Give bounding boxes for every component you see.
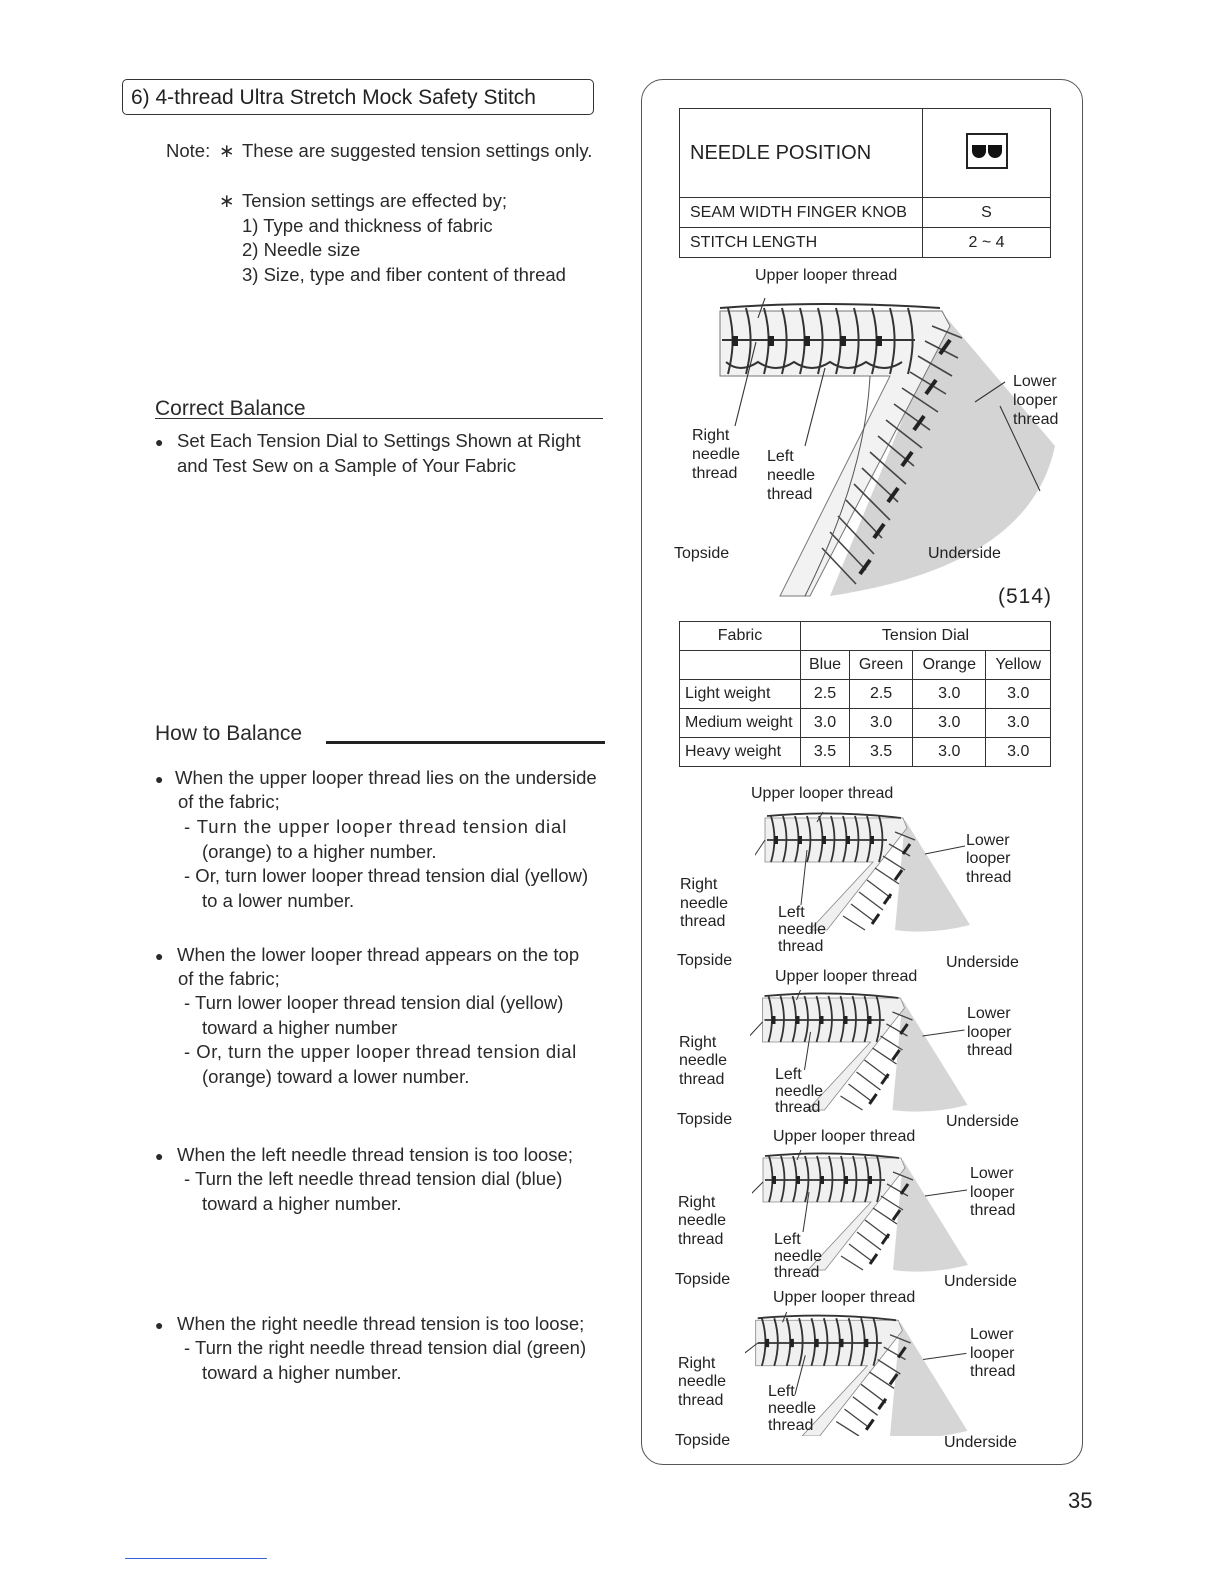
- table-cell: 3.5: [850, 738, 913, 767]
- column-green: Green: [850, 651, 913, 680]
- row-label: Heavy weight: [680, 738, 801, 767]
- right-needle-label-3: thread: [680, 913, 726, 930]
- underside-label: Underside: [946, 1113, 1019, 1130]
- topside-label: Topside: [677, 952, 733, 969]
- right-needle-label-1: Right: [679, 1034, 717, 1051]
- right-needle-label-2: needle: [678, 1212, 727, 1229]
- note-star-1: ∗: [219, 140, 235, 161]
- column-orange: Orange: [913, 651, 986, 680]
- column-yellow: Yellow: [986, 651, 1051, 680]
- upper-looper-label: Upper looper thread: [775, 968, 918, 985]
- note-item-3: 3) Size, type and fiber content of thread: [242, 264, 566, 285]
- left-needle-label-1: Left: [768, 1383, 795, 1400]
- underside-label: Underside: [946, 954, 1019, 971]
- right-needle-label-3: thread: [678, 1392, 724, 1409]
- lower-looper-label-2: looper: [1013, 392, 1058, 409]
- stitch-diagram-main: [700, 296, 1080, 601]
- table-cell: 3.0: [913, 709, 986, 738]
- table-cell: 3.0: [850, 709, 913, 738]
- lower-looper-label-2: looper: [970, 1345, 1015, 1362]
- needle-position-icon: [923, 109, 1051, 198]
- tension-table: [679, 621, 1051, 767]
- lower-looper-label-1: Lower: [970, 1165, 1014, 1182]
- lower-looper-label-1: Lower: [967, 1005, 1011, 1022]
- column-blue: Blue: [801, 651, 850, 680]
- b1-line-1: When the upper looper thread lies on the underside: [175, 767, 597, 788]
- b2-line-6: (orange) toward a lower number.: [202, 1066, 470, 1087]
- b1-line-5: - Or, turn lower looper thread tension dial (yellow): [184, 865, 589, 886]
- b2-line-1: When the lower looper thread appears on the top: [177, 944, 580, 965]
- right-needle-label-1: Right: [680, 876, 718, 893]
- table-cell: 3.0: [801, 709, 850, 738]
- how-to-balance-heading: How to Balance: [155, 722, 303, 745]
- left-needle-label-2: needle: [778, 921, 827, 938]
- note-line-1: These are suggested tension settings only.: [242, 140, 593, 161]
- b4-line-2: - Turn the right needle thread tension dial (green): [184, 1337, 587, 1358]
- note-star-2: ∗: [219, 190, 235, 211]
- fabric-header: Fabric: [680, 622, 801, 651]
- b3-line-3: toward a higher number.: [202, 1193, 402, 1214]
- seam-width-label: SEAM WIDTH FINGER KNOB: [680, 198, 923, 228]
- left-needle-label-3: thread: [775, 1099, 821, 1116]
- row-label: Light weight: [680, 680, 801, 709]
- lower-looper-label-3: thread: [967, 1042, 1013, 1059]
- correct-balance-heading: Correct Balance: [155, 397, 306, 420]
- b3-line-2: - Turn the left needle thread tension dial (blue): [184, 1168, 563, 1189]
- b2-line-2: of the fabric;: [178, 968, 280, 989]
- lower-looper-label-3: thread: [970, 1363, 1016, 1380]
- correct-balance-line-1: Set Each Tension Dial to Settings Shown at Right: [177, 430, 581, 451]
- b2-line-3: - Turn lower looper thread tension dial (yellow): [184, 992, 564, 1013]
- topside-label: Topside: [674, 545, 730, 562]
- table-cell: 3.0: [986, 709, 1051, 738]
- left-needle-label-2: needle: [775, 1083, 824, 1100]
- lower-looper-label-3: thread: [1013, 411, 1059, 428]
- left-needle-label-3: thread: [768, 1417, 814, 1434]
- section-title: 6) 4-thread Ultra Stretch Mock Safety Stitch: [122, 79, 594, 115]
- left-needle-label-2: needle: [774, 1248, 823, 1265]
- underside-label: Underside: [944, 1273, 1017, 1290]
- b2-line-4: toward a higher number: [202, 1017, 398, 1038]
- stitch-length-value: 2 ~ 4: [923, 228, 1051, 258]
- left-needle-label-2: needle: [768, 1400, 817, 1417]
- table-cell: 3.0: [913, 738, 986, 767]
- right-needle-label-1: Right: [678, 1355, 716, 1372]
- table-cell: 2.5: [850, 680, 913, 709]
- lower-looper-label-2: looper: [967, 1024, 1012, 1041]
- table-cell: 2.5: [801, 680, 850, 709]
- b1-line-4: (orange) to a higher number.: [202, 841, 437, 862]
- right-needle-label-2: needle: [680, 895, 729, 912]
- bullet-dot: ●: [155, 771, 164, 787]
- correct-balance-rule: [155, 418, 603, 419]
- right-needle-label-1: Right: [692, 427, 730, 444]
- lower-looper-label-2: looper: [966, 850, 1011, 867]
- note-line-2: Tension settings are effected by;: [242, 190, 507, 211]
- needle-position-label: NEEDLE POSITION: [680, 109, 923, 198]
- upper-looper-label: Upper looper thread: [751, 785, 894, 802]
- b1-line-6: to a lower number.: [202, 890, 355, 911]
- right-needle-label-3: thread: [679, 1071, 725, 1088]
- bullet-dot: ●: [155, 1317, 164, 1333]
- bullet-dot: ●: [155, 948, 164, 964]
- row-label: Medium weight: [680, 709, 801, 738]
- topside-label: Topside: [675, 1432, 731, 1449]
- right-needle-label-3: thread: [692, 465, 738, 482]
- b2-line-5: - Or, turn the upper looper thread tension dial: [184, 1041, 577, 1062]
- b3-line-1: When the left needle thread tension is too loose;: [177, 1144, 573, 1165]
- left-needle-label-1: Left: [778, 904, 805, 921]
- lower-looper-label-1: Lower: [970, 1326, 1014, 1343]
- b1-line-3: - Turn the upper looper thread tension dial: [184, 816, 568, 837]
- b4-line-3: toward a higher number.: [202, 1362, 402, 1383]
- left-needle-label-3: thread: [778, 938, 824, 955]
- upper-looper-label: Upper looper thread: [773, 1128, 916, 1145]
- upper-looper-label: Upper looper thread: [755, 267, 898, 284]
- right-needle-label-2: needle: [678, 1373, 727, 1390]
- bullet-dot: ●: [155, 434, 164, 450]
- right-needle-label-2: needle: [679, 1052, 728, 1069]
- left-needle-label-1: Left: [774, 1231, 801, 1248]
- lower-looper-label-2: looper: [970, 1184, 1015, 1201]
- table-cell: 3.5: [801, 738, 850, 767]
- note-label: Note:: [166, 140, 211, 161]
- lower-looper-label-3: thread: [966, 869, 1012, 886]
- note-item-2: 2) Needle size: [242, 239, 361, 260]
- right-needle-label-1: Right: [678, 1194, 716, 1211]
- upper-looper-label: Upper looper thread: [773, 1289, 916, 1306]
- b1-line-2: of the fabric;: [178, 791, 280, 812]
- bullet-dot: ●: [155, 1148, 164, 1164]
- table-cell: 3.0: [986, 738, 1051, 767]
- lower-looper-label-3: thread: [970, 1202, 1016, 1219]
- table-cell: 3.0: [913, 680, 986, 709]
- left-needle-label-1: Left: [775, 1066, 802, 1083]
- stitch-code: (514): [998, 585, 1053, 608]
- topside-label: Topside: [677, 1111, 733, 1128]
- correct-balance-line-2: and Test Sew on a Sample of Your Fabric: [177, 455, 517, 476]
- lower-looper-label-1: Lower: [1013, 373, 1057, 390]
- footer-link-underline: [125, 1558, 267, 1559]
- right-needle-label-3: thread: [678, 1231, 724, 1248]
- left-needle-label-3: thread: [774, 1264, 820, 1281]
- left-needle-label-1: Left: [767, 448, 794, 465]
- table-cell: 3.0: [986, 680, 1051, 709]
- note-item-1: 1) Type and thickness of fabric: [242, 215, 493, 236]
- spec-table: [679, 108, 1051, 258]
- right-needle-label-2: needle: [692, 446, 741, 463]
- how-to-balance-rule: [326, 741, 605, 744]
- empty-cell: [680, 651, 801, 680]
- page-number: 35: [1068, 1488, 1093, 1513]
- left-needle-label-2: needle: [767, 467, 816, 484]
- underside-label: Underside: [944, 1434, 1017, 1451]
- b4-line-1: When the right needle thread tension is too loose;: [177, 1313, 585, 1334]
- lower-looper-label-1: Lower: [966, 832, 1010, 849]
- topside-label: Topside: [675, 1271, 731, 1288]
- stitch-length-label: STITCH LENGTH: [680, 228, 923, 258]
- tension-dial-header: Tension Dial: [801, 622, 1051, 651]
- seam-width-value: S: [923, 198, 1051, 228]
- underside-label: Underside: [928, 545, 1001, 562]
- left-needle-label-3: thread: [767, 486, 813, 503]
